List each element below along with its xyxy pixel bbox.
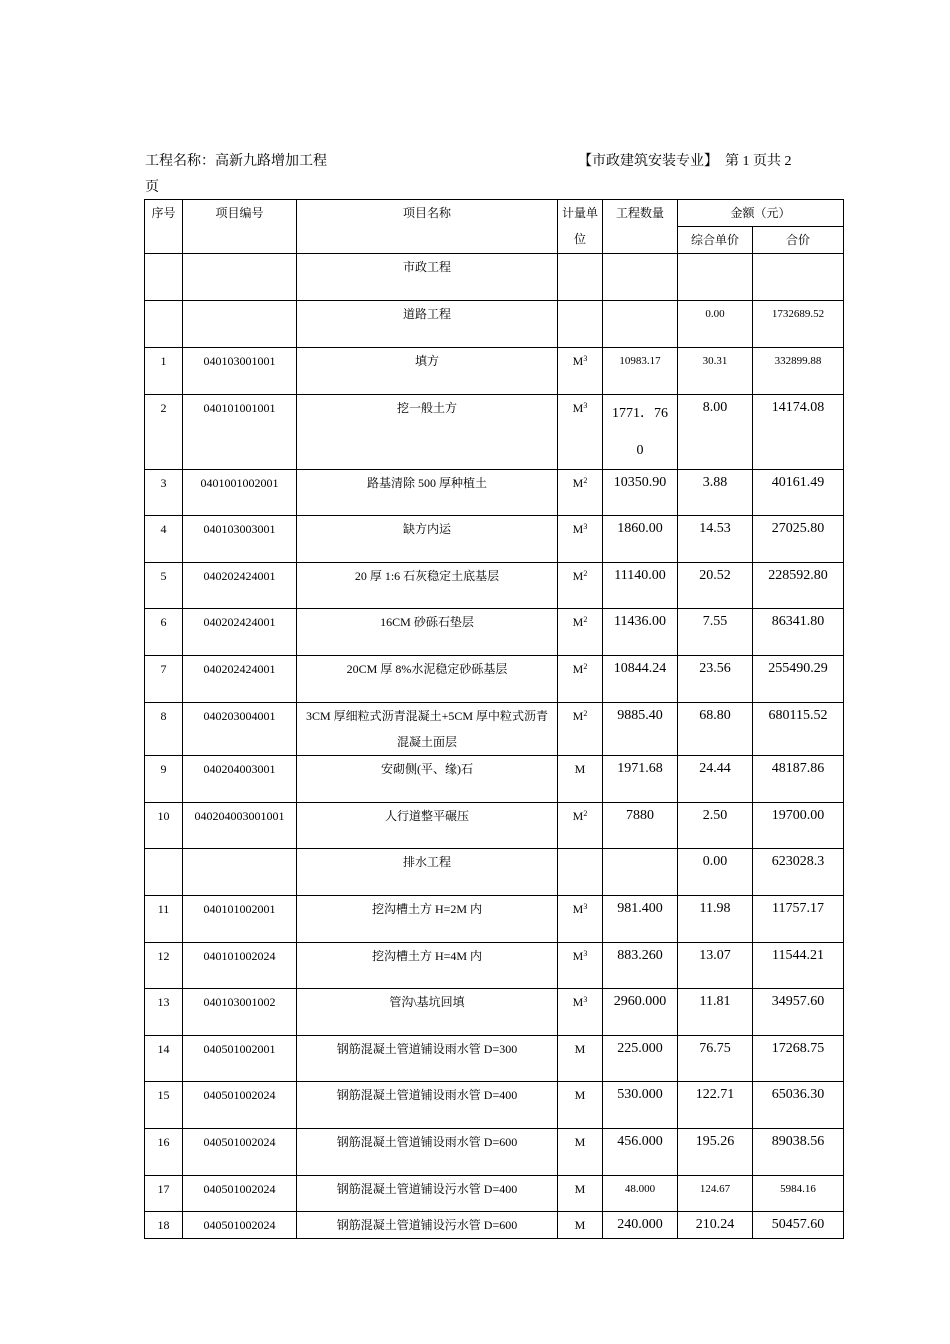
cell-unit: $M^2$ (558, 656, 603, 703)
category-page-label-wrap: 页 (145, 180, 159, 195)
cell-price: 210.24 (678, 1212, 753, 1239)
cell-unit: $M^2$ (558, 803, 603, 849)
cell-total: 19700.00 (753, 803, 844, 849)
cell-code: 040101002001 (183, 896, 297, 943)
col-header-seq: 序号 (145, 200, 183, 254)
cell-seq: 11 (145, 896, 183, 943)
table-row (145, 1212, 844, 1239)
cell-qty (603, 849, 678, 896)
cell-name: 挖一般土方 (297, 395, 558, 470)
cell-seq: 12 (145, 943, 183, 989)
cell-name: 安砌侧(平、缘)石 (297, 756, 558, 803)
cell-qty: 11436.00 (603, 609, 678, 656)
cell-total: 1732689.52 (753, 301, 844, 348)
cell-qty: 2960.000 (603, 989, 678, 1036)
cell-code: 040501002024 (183, 1212, 297, 1239)
cell-unit: M (558, 1036, 603, 1082)
cell-unit: $M^2$ (558, 470, 603, 516)
table-row (145, 896, 844, 943)
cell-seq: 6 (145, 609, 183, 656)
cell-qty: 1860.00 (603, 516, 678, 563)
cell-qty (603, 301, 678, 348)
cell-unit (558, 254, 603, 301)
cell-seq: 7 (145, 656, 183, 703)
cell-code: 040103003001 (183, 516, 297, 563)
cell-price (678, 254, 753, 301)
cell-seq: 13 (145, 989, 183, 1036)
cell-total: 34957.60 (753, 989, 844, 1036)
table-row (145, 609, 844, 656)
cell-code: 040501002024 (183, 1176, 297, 1212)
cell-qty: 9885.40 (603, 703, 678, 756)
table-row (145, 254, 844, 301)
cell-name: 填方 (297, 348, 558, 395)
cell-total: 623028.3 (753, 849, 844, 896)
table-row (145, 849, 844, 896)
cell-total: 27025.80 (753, 516, 844, 563)
cell-total: 40161.49 (753, 470, 844, 516)
cell-unit: $M^3$ (558, 943, 603, 989)
table-row (145, 1176, 844, 1212)
cell-unit: $M^2$ (558, 609, 603, 656)
cell-total: 89038.56 (753, 1129, 844, 1176)
cell-name: 市政工程 (297, 254, 558, 301)
cell-unit: $M^3$ (558, 516, 603, 563)
cell-total: 50457.60 (753, 1212, 844, 1239)
cell-total: 228592.80 (753, 563, 844, 609)
cell-price: 11.81 (678, 989, 753, 1036)
cell-code: 040204003001001 (183, 803, 297, 849)
cell-code (183, 301, 297, 348)
cell-price: 76.75 (678, 1036, 753, 1082)
cell-unit: $M^2$ (558, 703, 603, 756)
cell-name: 缺方内运 (297, 516, 558, 563)
cell-total: 5984.16 (753, 1176, 844, 1212)
cell-qty: 10983.17 (603, 348, 678, 395)
cell-name: 排水工程 (297, 849, 558, 896)
cell-price: 11.98 (678, 896, 753, 943)
cell-total (753, 254, 844, 301)
cell-qty: 11140.00 (603, 563, 678, 609)
table-row (145, 301, 844, 348)
cell-unit (558, 301, 603, 348)
cell-price: 195.26 (678, 1129, 753, 1176)
cell-seq (145, 301, 183, 348)
cell-price: 2.50 (678, 803, 753, 849)
cell-unit: M (558, 1212, 603, 1239)
cell-code: 040501002024 (183, 1082, 297, 1129)
cell-seq: 17 (145, 1176, 183, 1212)
table-row (145, 563, 844, 609)
cell-qty: 1771．760 (603, 395, 678, 470)
cell-code: 040202424001 (183, 563, 297, 609)
cell-qty: 1971.68 (603, 756, 678, 803)
cell-code: 040202424001 (183, 609, 297, 656)
cell-total: 65036.30 (753, 1082, 844, 1129)
cell-price: 0.00 (678, 849, 753, 896)
cell-total: 11757.17 (753, 896, 844, 943)
cell-unit: $M^3$ (558, 395, 603, 470)
cell-unit: $M^3$ (558, 896, 603, 943)
cell-price: 14.53 (678, 516, 753, 563)
cell-unit: M (558, 1082, 603, 1129)
cell-code: 040103001001 (183, 348, 297, 395)
cell-unit: $M^2$ (558, 563, 603, 609)
cell-code: 0401001002001 (183, 470, 297, 516)
cell-price: 30.31 (678, 348, 753, 395)
cell-qty: 456.000 (603, 1129, 678, 1176)
cell-qty: 10350.90 (603, 470, 678, 516)
cell-code: 040204003001 (183, 756, 297, 803)
cell-price: 122.71 (678, 1082, 753, 1129)
cell-total: 255490.29 (753, 656, 844, 703)
cell-seq: 3 (145, 470, 183, 516)
cell-seq: 15 (145, 1082, 183, 1129)
table-row (145, 943, 844, 989)
cell-qty: 240.000 (603, 1212, 678, 1239)
cell-unit: M (558, 756, 603, 803)
cell-qty: 10844.24 (603, 656, 678, 703)
col-header-name: 项目名称 (297, 200, 558, 254)
table-row (145, 395, 844, 470)
cell-code: 040501002001 (183, 1036, 297, 1082)
cell-code (183, 849, 297, 896)
category-page-label: 【市政建筑安装专业】 第 1 页共 2 (578, 154, 792, 169)
cell-total: 48187.86 (753, 756, 844, 803)
cell-seq: 2 (145, 395, 183, 470)
table-body (145, 254, 844, 1239)
cell-name: 路基清除 500 厚种植土 (297, 470, 558, 516)
table-row (145, 516, 844, 563)
cell-price: 13.07 (678, 943, 753, 989)
col-header-amount: 金额（元） (678, 200, 844, 227)
cell-code (183, 254, 297, 301)
cell-total: 11544.21 (753, 943, 844, 989)
bill-of-quantities-table (144, 199, 844, 1239)
cell-seq: 4 (145, 516, 183, 563)
cell-total: 14174.08 (753, 395, 844, 470)
cell-unit: M (558, 1129, 603, 1176)
cell-code: 040101001001 (183, 395, 297, 470)
cell-unit: $M^3$ (558, 348, 603, 395)
cell-code: 040501002024 (183, 1129, 297, 1176)
cell-qty: 7880 (603, 803, 678, 849)
cell-price: 7.55 (678, 609, 753, 656)
cell-price: 23.56 (678, 656, 753, 703)
cell-qty: 530.000 (603, 1082, 678, 1129)
cell-name: 钢筋混凝土管道铺设雨水管 D=300 (297, 1036, 558, 1082)
table-row (145, 703, 844, 756)
cell-name: 16CM 砂砾石垫层 (297, 609, 558, 656)
cell-code: 040103001002 (183, 989, 297, 1036)
cell-price: 24.44 (678, 756, 753, 803)
cell-price: 8.00 (678, 395, 753, 470)
table-row (145, 1129, 844, 1176)
cell-seq: 16 (145, 1129, 183, 1176)
cell-seq: 18 (145, 1212, 183, 1239)
table-row (145, 656, 844, 703)
cell-qty: 981.400 (603, 896, 678, 943)
cell-seq (145, 254, 183, 301)
table-row (145, 1036, 844, 1082)
table-row (145, 348, 844, 395)
cell-seq: 5 (145, 563, 183, 609)
cell-unit (558, 849, 603, 896)
cell-name: 管沟\基坑回填 (297, 989, 558, 1036)
cell-total: 680115.52 (753, 703, 844, 756)
cell-qty: 225.000 (603, 1036, 678, 1082)
col-header-unit-price: 综合单价 (678, 227, 753, 254)
cell-name: 20 厚 1:6 石灰稳定土底基层 (297, 563, 558, 609)
table-row (145, 470, 844, 516)
cell-unit: M (558, 1176, 603, 1212)
cell-qty: 883.260 (603, 943, 678, 989)
cell-name: 钢筋混凝土管道铺设污水管 D=400 (297, 1176, 558, 1212)
cell-code: 040101002024 (183, 943, 297, 989)
cell-name: 钢筋混凝土管道铺设污水管 D=600 (297, 1212, 558, 1239)
cell-seq: 14 (145, 1036, 183, 1082)
cell-seq: 8 (145, 703, 183, 756)
cell-price: 3.88 (678, 470, 753, 516)
cell-code: 040202424001 (183, 656, 297, 703)
table-row (145, 803, 844, 849)
cell-total: 17268.75 (753, 1036, 844, 1082)
cell-price: 20.52 (678, 563, 753, 609)
cell-name: 20CM 厚 8%水泥稳定砂砾基层 (297, 656, 558, 703)
cell-price: 0.00 (678, 301, 753, 348)
table-row (145, 1082, 844, 1129)
cell-unit: $M^3$ (558, 989, 603, 1036)
cell-name: 钢筋混凝土管道铺设雨水管 D=400 (297, 1082, 558, 1129)
col-header-total: 合价 (753, 227, 844, 254)
cell-seq: 1 (145, 348, 183, 395)
project-name-label: 工程名称：高新九路增加工程 (145, 154, 327, 169)
cell-total: 332899.88 (753, 348, 844, 395)
cell-code: 040203004001 (183, 703, 297, 756)
cell-qty: 48.000 (603, 1176, 678, 1212)
cell-qty (603, 254, 678, 301)
cell-name: 3CM 厚细粒式沥青混凝土+5CM 厚中粒式沥青混凝土面层 (297, 703, 558, 756)
cell-total: 86341.80 (753, 609, 844, 656)
col-header-qty: 工程数量 (603, 200, 678, 254)
cell-seq (145, 849, 183, 896)
cell-seq: 9 (145, 756, 183, 803)
cell-price: 124.67 (678, 1176, 753, 1212)
col-header-code: 项目编号 (183, 200, 297, 254)
cell-name: 钢筋混凝土管道铺设雨水管 D=600 (297, 1129, 558, 1176)
cell-name: 人行道整平碾压 (297, 803, 558, 849)
cell-seq: 10 (145, 803, 183, 849)
cell-name: 道路工程 (297, 301, 558, 348)
cell-name: 挖沟槽土方 H=4M 内 (297, 943, 558, 989)
cell-name: 挖沟槽土方 H=2M 内 (297, 896, 558, 943)
cell-price: 68.80 (678, 703, 753, 756)
col-header-unit: 计量单位 (558, 200, 603, 254)
table-row (145, 756, 844, 803)
table-row (145, 989, 844, 1036)
